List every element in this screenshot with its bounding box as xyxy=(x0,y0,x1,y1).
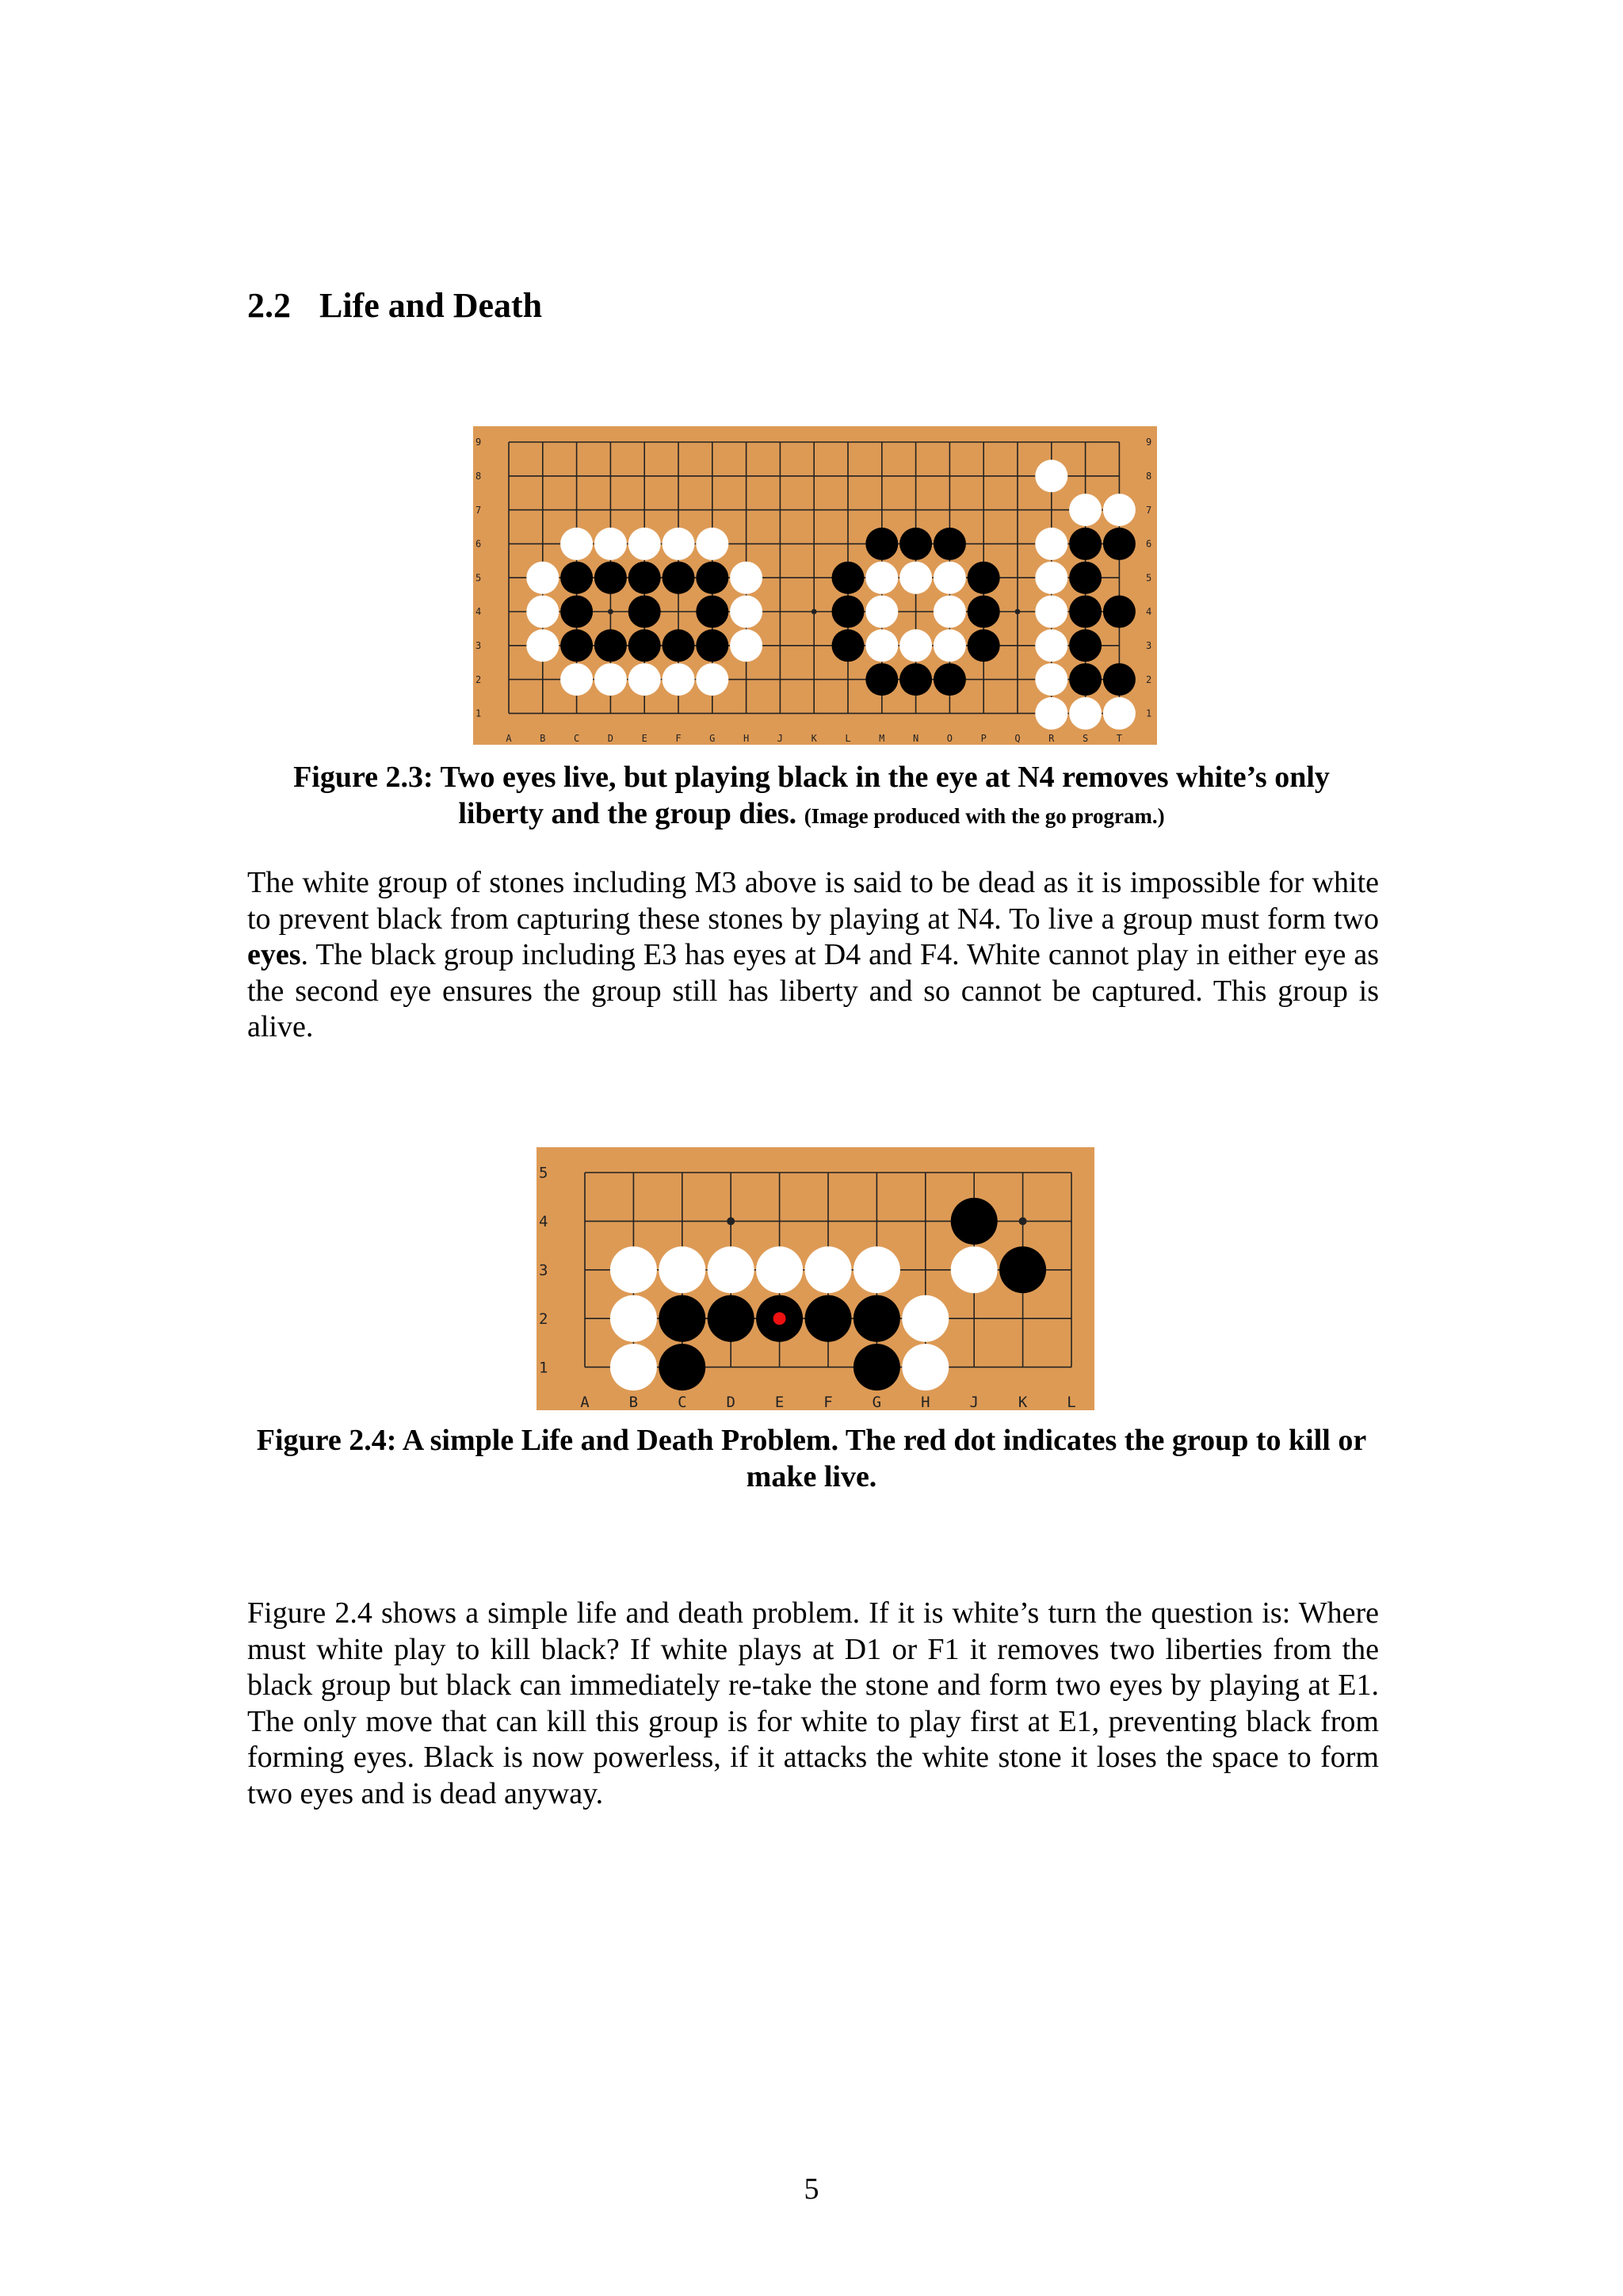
white-stone-M3 xyxy=(865,629,898,662)
black-stone-T4 xyxy=(1103,596,1136,628)
col-label-J: J xyxy=(969,1394,979,1410)
col-label-K: K xyxy=(1018,1394,1028,1410)
black-stone-D2 xyxy=(708,1295,754,1342)
black-stone-L3 xyxy=(832,629,865,662)
white-stone-E3 xyxy=(756,1246,803,1293)
white-stone-O5 xyxy=(934,562,966,594)
black-stone-S6 xyxy=(1069,528,1102,560)
col-label-C: C xyxy=(573,733,580,744)
white-stone-T1 xyxy=(1103,697,1136,730)
row-label-1: 1 xyxy=(475,707,482,719)
row-label-3: 3 xyxy=(475,640,482,651)
white-stone-B5 xyxy=(526,562,559,594)
white-stone-S7 xyxy=(1069,494,1102,526)
black-stone-C1 xyxy=(659,1344,705,1390)
row-label-right-1: 1 xyxy=(1146,707,1152,719)
paragraph-dead-group xyxy=(247,865,1379,1046)
row-label-right-8: 8 xyxy=(1146,471,1152,482)
white-stone-E6 xyxy=(628,528,661,560)
black-stone-P4 xyxy=(968,596,1000,628)
black-stone-N6 xyxy=(899,528,932,560)
star-point-Q4 xyxy=(1015,609,1021,615)
black-stone-P3 xyxy=(968,629,1000,662)
col-label-R: R xyxy=(1048,733,1055,744)
col-label-B: B xyxy=(540,733,546,744)
row-label-right-5: 5 xyxy=(1146,572,1152,584)
section-number: 2.2 xyxy=(247,286,291,325)
black-stone-M6 xyxy=(865,528,898,560)
col-label-K: K xyxy=(811,733,817,744)
col-label-H: H xyxy=(743,733,750,744)
white-stone-G3 xyxy=(854,1246,900,1293)
col-label-Q: Q xyxy=(1014,733,1021,744)
black-stone-G3 xyxy=(696,629,728,662)
col-label-C: C xyxy=(678,1394,687,1410)
black-stone-F2 xyxy=(805,1295,852,1342)
white-stone-R2 xyxy=(1035,663,1067,696)
black-stone-S4 xyxy=(1069,596,1102,628)
row-label-4: 4 xyxy=(539,1213,548,1231)
paragraph-1-text-end: . The black group including E3 has eyes at D4 and F4. White cannot play in either eye as the second eye ensures the group still has liberty and so cannot be captured. This group is alive. xyxy=(247,938,1379,1043)
black-stone-K3 xyxy=(999,1246,1046,1293)
row-label-9: 9 xyxy=(475,437,482,448)
figure-2-3-caption xyxy=(247,759,1376,834)
black-stone-G4 xyxy=(696,596,728,628)
row-label-4: 4 xyxy=(475,606,482,618)
row-label-right-6: 6 xyxy=(1146,538,1152,550)
row-label-2: 2 xyxy=(475,673,482,685)
figure-2-3-caption-note: (Image produced with the go program.) xyxy=(804,804,1165,828)
black-stone-L5 xyxy=(832,562,865,594)
white-stone-R4 xyxy=(1035,596,1067,628)
col-label-J: J xyxy=(777,733,784,744)
black-stone-F5 xyxy=(663,562,695,594)
white-stone-T7 xyxy=(1103,494,1136,526)
black-stone-E4 xyxy=(628,596,661,628)
white-stone-H4 xyxy=(730,596,762,628)
white-stone-G6 xyxy=(696,528,728,560)
col-label-L: L xyxy=(1067,1394,1076,1410)
row-label-1: 1 xyxy=(539,1359,548,1377)
col-label-O: O xyxy=(946,733,953,744)
white-stone-J3 xyxy=(951,1246,998,1293)
col-label-D: D xyxy=(726,1394,735,1410)
black-stone-C5 xyxy=(560,562,593,594)
black-stone-P5 xyxy=(968,562,1000,594)
black-stone-F3 xyxy=(663,629,695,662)
white-stone-G2 xyxy=(696,663,728,696)
white-stone-R8 xyxy=(1035,460,1067,492)
white-stone-C3 xyxy=(659,1246,705,1293)
col-label-P: P xyxy=(980,733,987,744)
col-label-D: D xyxy=(607,733,614,744)
white-stone-O3 xyxy=(934,629,966,662)
black-stone-C4 xyxy=(560,596,593,628)
white-stone-R1 xyxy=(1035,697,1067,730)
black-stone-J4 xyxy=(951,1198,998,1245)
black-stone-E3 xyxy=(628,629,661,662)
star-point-D4 xyxy=(727,1217,735,1225)
col-label-S: S xyxy=(1082,733,1089,744)
figure-2-3-go-board xyxy=(473,426,1157,745)
row-label-right-4: 4 xyxy=(1146,606,1152,618)
white-stone-D2 xyxy=(594,663,627,696)
row-label-right-2: 2 xyxy=(1146,673,1152,685)
star-point-D4 xyxy=(608,609,613,615)
white-stone-H2 xyxy=(902,1295,949,1342)
white-stone-E2 xyxy=(628,663,661,696)
row-label-8: 8 xyxy=(475,471,482,482)
black-stone-C2 xyxy=(659,1295,705,1342)
white-stone-B3 xyxy=(526,629,559,662)
white-stone-H1 xyxy=(902,1344,949,1390)
row-label-3: 3 xyxy=(539,1261,548,1280)
white-stone-B3 xyxy=(610,1246,657,1293)
black-stone-D3 xyxy=(594,629,627,662)
col-label-T: T xyxy=(1116,733,1123,744)
row-label-right-3: 3 xyxy=(1146,640,1152,651)
paragraph-1-text-start: The white group of stones including M3 above is said to be dead as it is impossible for white to prevent black from capturing these stones by playing at N4. To live a group must form two xyxy=(247,866,1379,936)
black-stone-G2 xyxy=(854,1295,900,1342)
white-stone-B4 xyxy=(526,596,559,628)
white-stone-M4 xyxy=(865,596,898,628)
black-stone-T2 xyxy=(1103,663,1136,696)
col-label-A: A xyxy=(580,1394,590,1410)
figure-2-4-go-board xyxy=(537,1147,1094,1410)
black-stone-T6 xyxy=(1103,528,1136,560)
white-stone-B1 xyxy=(610,1344,657,1390)
black-stone-E5 xyxy=(628,562,661,594)
col-label-A: A xyxy=(506,733,512,744)
red-marker-E2 xyxy=(773,1312,786,1325)
black-stone-O6 xyxy=(934,528,966,560)
paragraph-life-death-problem: Figure 2.4 shows a simple life and death problem. If it is white’s turn the question is: Where must white play to kill black? If white plays at D1 or F1 it removes two liberties from the black group but black can immediately re-take the stone and form two eyes by playing at E1. The only move that can kill this group is for white to play first at E1, preventing black from forming eyes. Black is now powerless, if it attacks the white stone it loses the space to form two eyes and is dead anyway. xyxy=(247,1596,1379,1810)
white-stone-H5 xyxy=(730,562,762,594)
row-label-right-9: 9 xyxy=(1146,437,1152,448)
figure-2-3-caption-main: Figure 2.3: Two eyes live, but playing black in the eye at N4 removes white’s only liberty and the group dies. xyxy=(293,761,1330,830)
white-stone-H3 xyxy=(730,629,762,662)
white-stone-R3 xyxy=(1035,629,1067,662)
row-label-5: 5 xyxy=(539,1164,548,1182)
row-label-7: 7 xyxy=(475,504,482,516)
white-stone-F2 xyxy=(663,663,695,696)
white-stone-F3 xyxy=(805,1246,852,1293)
white-stone-B2 xyxy=(610,1295,657,1342)
white-stone-F6 xyxy=(663,528,695,560)
black-stone-L4 xyxy=(832,596,865,628)
black-stone-C3 xyxy=(560,629,593,662)
col-label-L: L xyxy=(845,733,851,744)
row-label-2: 2 xyxy=(539,1310,548,1328)
white-stone-S1 xyxy=(1069,697,1102,730)
term-eyes: eyes xyxy=(247,938,301,971)
col-label-F: F xyxy=(823,1394,833,1410)
col-label-F: F xyxy=(675,733,682,744)
black-stone-O2 xyxy=(934,663,966,696)
black-stone-D5 xyxy=(594,562,627,594)
black-stone-N2 xyxy=(899,663,932,696)
black-stone-G1 xyxy=(854,1344,900,1390)
white-stone-D6 xyxy=(594,528,627,560)
col-label-M: M xyxy=(879,733,885,744)
white-stone-O4 xyxy=(934,596,966,628)
col-label-E: E xyxy=(774,1394,785,1410)
col-label-E: E xyxy=(641,733,647,744)
section-heading xyxy=(247,282,542,330)
black-stone-S3 xyxy=(1069,629,1102,662)
white-stone-N5 xyxy=(899,562,932,594)
page-number: 5 xyxy=(804,2172,819,2206)
black-stone-G5 xyxy=(696,562,728,594)
col-label-G: G xyxy=(872,1394,882,1410)
white-stone-C6 xyxy=(560,528,593,560)
col-label-N: N xyxy=(912,733,919,744)
white-stone-N3 xyxy=(899,629,932,662)
black-stone-M2 xyxy=(865,663,898,696)
white-stone-D3 xyxy=(708,1246,754,1293)
black-stone-S2 xyxy=(1069,663,1102,696)
row-label-6: 6 xyxy=(475,538,482,550)
row-label-right-7: 7 xyxy=(1146,504,1152,516)
section-title: Life and Death xyxy=(319,286,543,325)
col-label-H: H xyxy=(921,1394,930,1410)
star-point-K4 xyxy=(812,609,817,615)
star-point-K4 xyxy=(1019,1217,1027,1225)
col-label-B: B xyxy=(628,1394,639,1410)
figure-2-4-caption: Figure 2.4: A simple Life and Death Problem. The red dot indicates the group to kill or make live. xyxy=(256,1424,1367,1493)
white-stone-R6 xyxy=(1035,528,1067,560)
black-stone-S5 xyxy=(1069,562,1102,594)
col-label-G: G xyxy=(709,733,716,744)
row-label-5: 5 xyxy=(475,572,482,584)
white-stone-R5 xyxy=(1035,562,1067,594)
white-stone-C2 xyxy=(560,663,593,696)
white-stone-M5 xyxy=(865,562,898,594)
